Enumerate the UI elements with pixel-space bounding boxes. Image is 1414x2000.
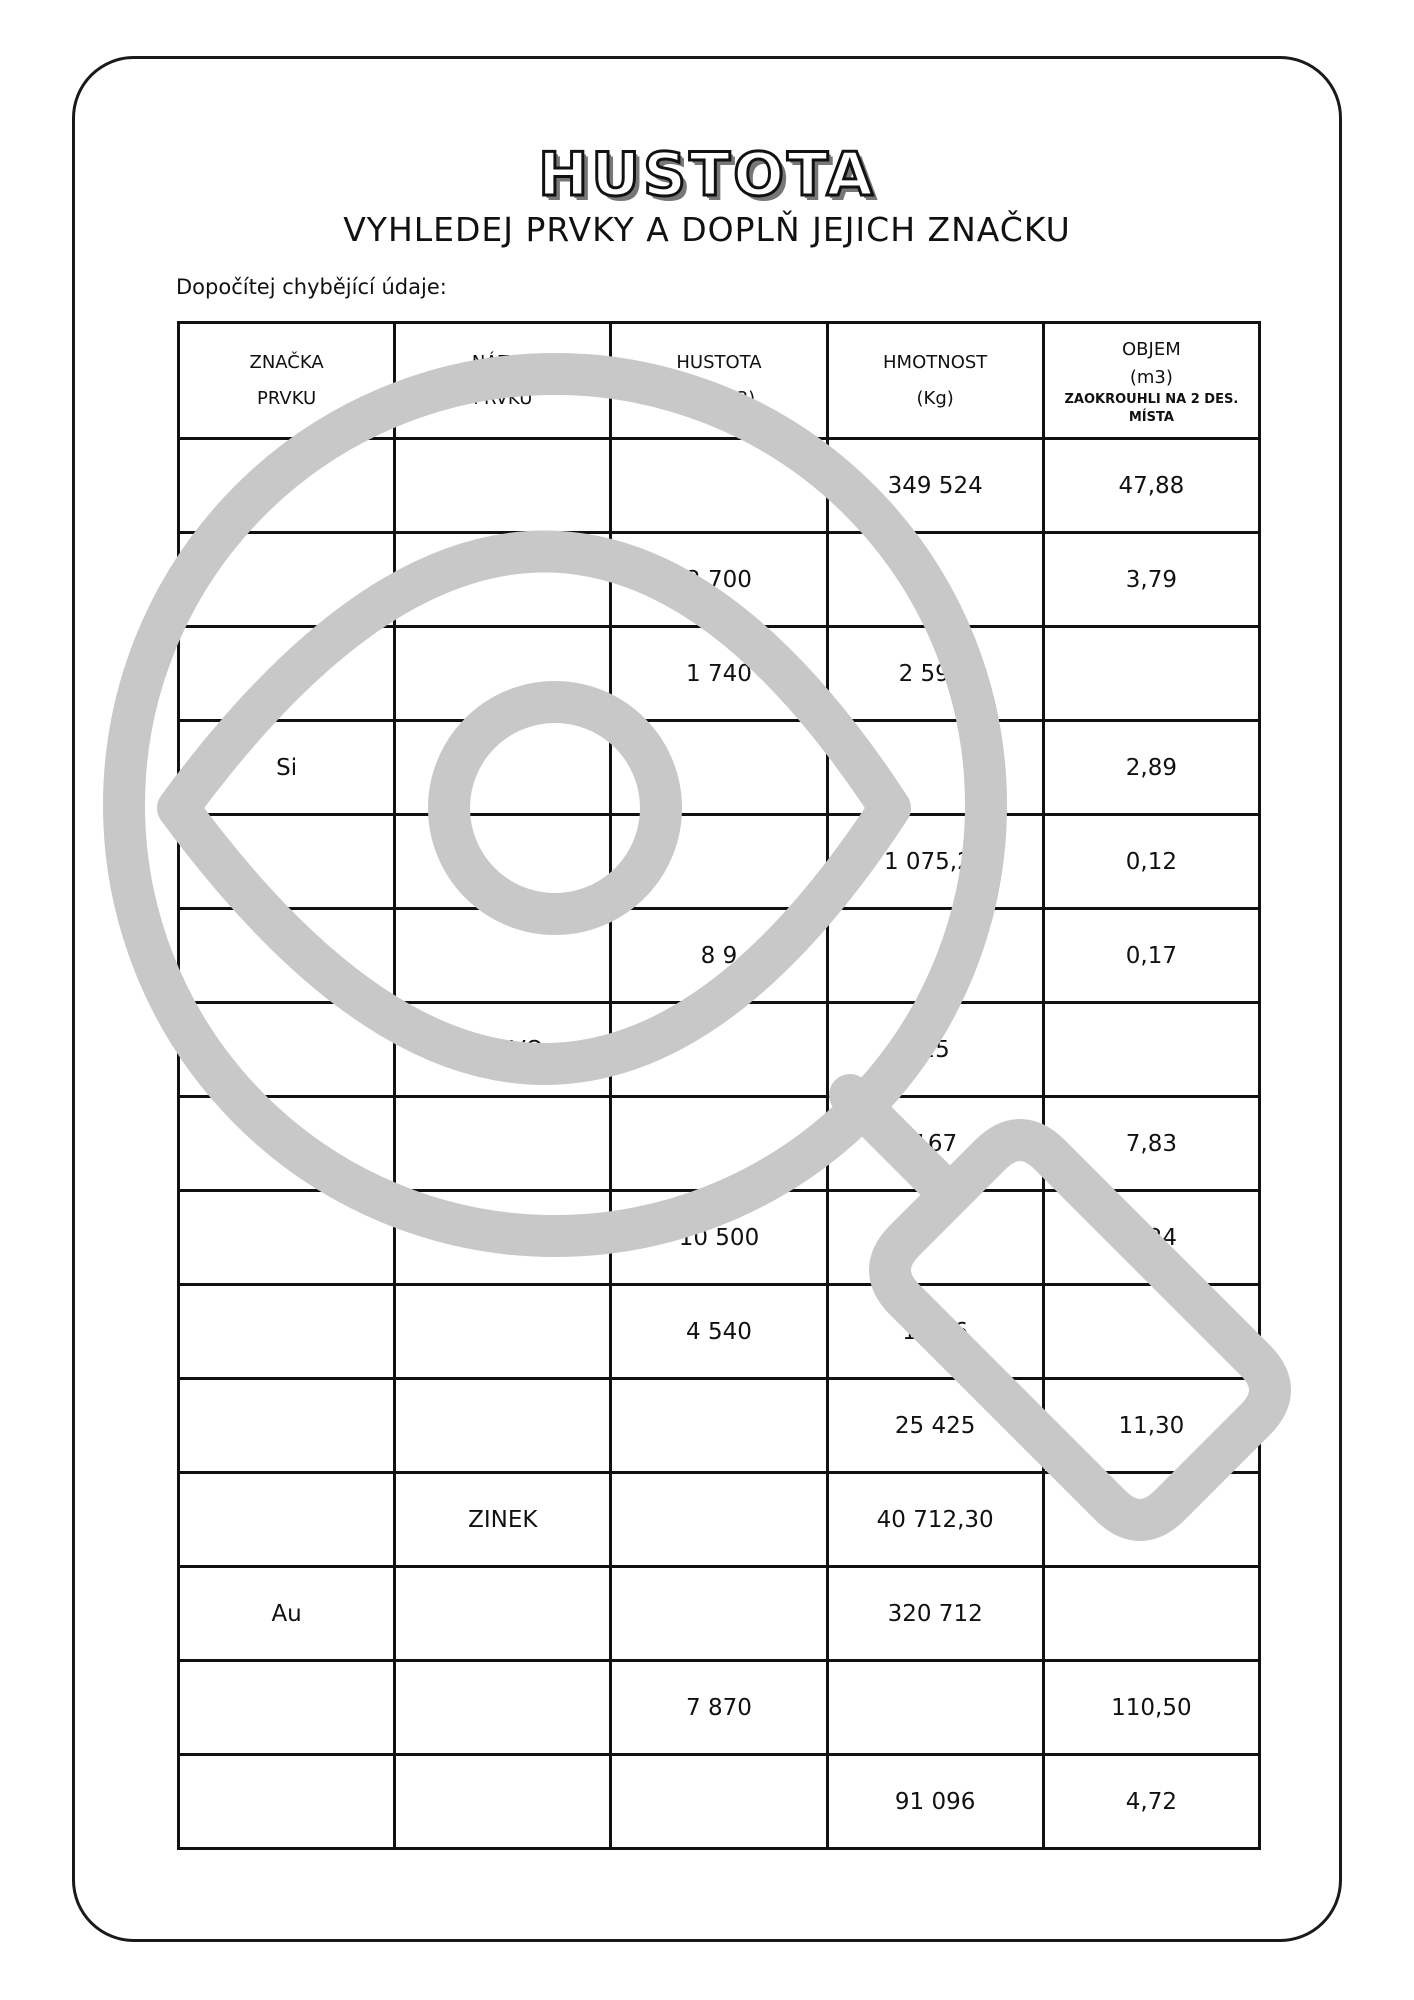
cell-name: [395, 1661, 611, 1755]
cell-volume: 5,24: [1043, 1191, 1259, 1285]
cell-mass: 91 096: [827, 1755, 1043, 1849]
cell-volume: 0,12: [1043, 815, 1259, 909]
cell-volume: 7,83: [1043, 1097, 1259, 1191]
cell-density: 8 9: [611, 909, 827, 1003]
header-symbol: ZNAČKA PRVKU: [179, 323, 395, 439]
cell-volume: 11,30: [1043, 1379, 1259, 1473]
cell-mass: 25: [827, 1003, 1043, 1097]
table-row: [179, 1285, 1260, 1379]
cell-density: [611, 1473, 827, 1567]
cell-density: 4 540: [611, 1285, 827, 1379]
cell-mass: 25 425: [827, 1379, 1043, 1473]
density-table: [177, 321, 1261, 1850]
cell-density: [611, 1003, 827, 1097]
cell-symbol: [179, 627, 395, 721]
cell-mass: [827, 721, 1043, 815]
cell-symbol: [179, 1661, 395, 1755]
table-row: [179, 1661, 1260, 1755]
cell-name: [395, 1379, 611, 1473]
table-body: [179, 439, 1260, 1849]
table-row: [179, 1379, 1260, 1473]
table-row: [179, 439, 1260, 533]
cell-name: [395, 721, 611, 815]
cell-mass: [827, 1191, 1043, 1285]
table-row: [179, 1567, 1260, 1661]
header-volume: OBJEM (m3) ZAOKROUHLI NA 2 DES. MÍSTA: [1043, 323, 1259, 439]
cell-name: [395, 909, 611, 1003]
cell-mass: 1 075,20: [827, 815, 1043, 909]
cell-symbol: [179, 909, 395, 1003]
cell-volume: 47,88: [1043, 439, 1259, 533]
cell-name: ZINEK: [395, 1473, 611, 1567]
table-row: [179, 533, 1260, 627]
cell-name: [395, 1285, 611, 1379]
cell-density: 2 700: [611, 533, 827, 627]
cell-density: [611, 1097, 827, 1191]
worksheet-title: HUSTOTA: [538, 140, 876, 210]
table-row: [179, 1755, 1260, 1849]
header-density: HUSTOTA (Kg/m3): [611, 323, 827, 439]
cell-mass: [827, 909, 1043, 1003]
cell-mass: 167: [827, 1097, 1043, 1191]
table-row: [179, 1191, 1260, 1285]
table-row: [179, 815, 1260, 909]
cell-mass: 181 6: [827, 1285, 1043, 1379]
cell-symbol: [179, 1191, 395, 1285]
cell-name: [395, 1191, 611, 1285]
instruction-text: Dopočítej chybějící údaje:: [176, 275, 447, 299]
cell-density: [611, 815, 827, 909]
cell-name: [395, 1567, 611, 1661]
cell-mass: 320 712: [827, 1567, 1043, 1661]
cell-symbol: [179, 1379, 395, 1473]
cell-volume: [1043, 1003, 1259, 1097]
cell-symbol: [179, 815, 395, 909]
table-row: [179, 1473, 1260, 1567]
cell-symbol: Au: [179, 1567, 395, 1661]
cell-symbol: Si: [179, 721, 395, 815]
table-row: [179, 721, 1260, 815]
header-name: NÁZEV PRVKU: [395, 323, 611, 439]
cell-volume: 3,79: [1043, 533, 1259, 627]
cell-name: [395, 815, 611, 909]
cell-symbol: [179, 1473, 395, 1567]
cell-density: [611, 439, 827, 533]
table-row: [179, 1003, 1260, 1097]
cell-symbol: [179, 1003, 395, 1097]
cell-mass: [827, 533, 1043, 627]
header-mass: HMOTNOST (Kg): [827, 323, 1043, 439]
cell-volume: 2,89: [1043, 721, 1259, 815]
cell-volume: [1043, 1567, 1259, 1661]
table-row: [179, 627, 1260, 721]
header-row: [179, 323, 1260, 439]
cell-density: 10 500: [611, 1191, 827, 1285]
cell-name: OLOVO: [395, 1003, 611, 1097]
cell-volume: 0,17: [1043, 909, 1259, 1003]
cell-symbol: [179, 1755, 395, 1849]
worksheet-subtitle: VYHLEDEJ PRVKY A DOPLŇ JEJICH ZNAČKU: [343, 210, 1071, 249]
cell-symbol: [179, 1097, 395, 1191]
cell-mass: 2 592,: [827, 627, 1043, 721]
cell-density: 7 870: [611, 1661, 827, 1755]
cell-volume: [1043, 627, 1259, 721]
cell-density: 1 740: [611, 627, 827, 721]
cell-mass: 40 712,30: [827, 1473, 1043, 1567]
cell-name: [395, 1097, 611, 1191]
cell-symbol: [179, 533, 395, 627]
table-row: [179, 909, 1260, 1003]
cell-name: [395, 627, 611, 721]
cell-mass: 349 524: [827, 439, 1043, 533]
cell-name: [395, 439, 611, 533]
cell-density: [611, 721, 827, 815]
cell-volume: 4,72: [1043, 1755, 1259, 1849]
cell-symbol: [179, 439, 395, 533]
cell-density: [611, 1755, 827, 1849]
table-row: [179, 1097, 1260, 1191]
cell-name: [395, 1755, 611, 1849]
cell-mass: [827, 1661, 1043, 1755]
cell-density: [611, 1567, 827, 1661]
cell-name: [395, 533, 611, 627]
cell-volume: 110,50: [1043, 1661, 1259, 1755]
cell-symbol: [179, 1285, 395, 1379]
cell-density: [611, 1379, 827, 1473]
cell-volume: [1043, 1285, 1259, 1379]
cell-volume: [1043, 1473, 1259, 1567]
